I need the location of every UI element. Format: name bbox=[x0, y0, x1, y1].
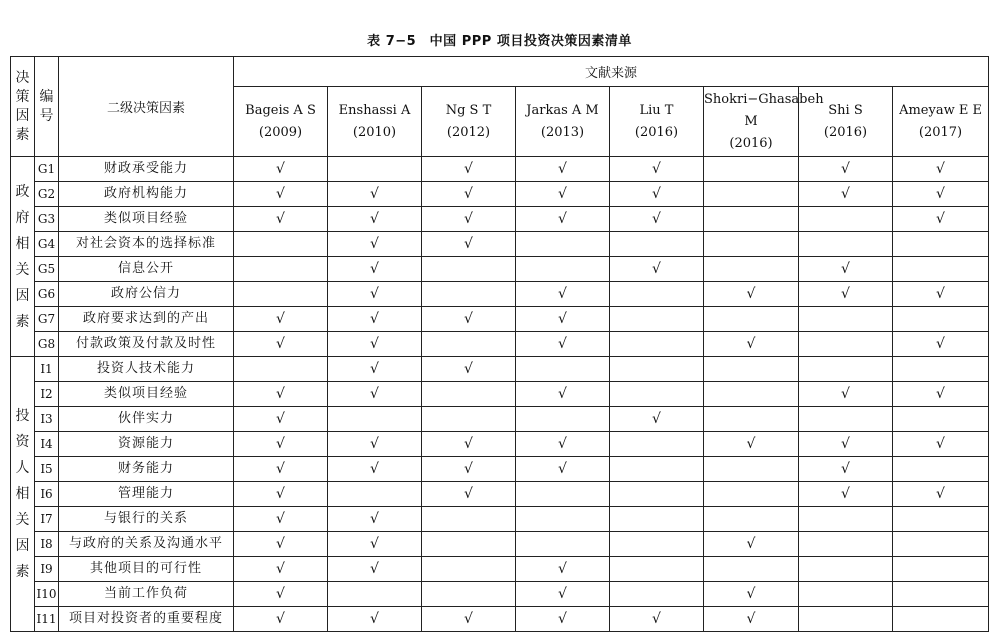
empty-cell bbox=[610, 382, 704, 407]
check-mark: √ bbox=[704, 432, 799, 457]
check-mark: √ bbox=[422, 232, 516, 257]
source-year: (2013) bbox=[540, 124, 585, 140]
check-mark: √ bbox=[234, 382, 328, 407]
check-mark: √ bbox=[422, 357, 516, 382]
empty-cell bbox=[704, 457, 799, 482]
factor-name: 信息公开 bbox=[59, 257, 234, 282]
factor-name: 对社会资本的选择标准 bbox=[59, 232, 234, 257]
empty-cell bbox=[704, 157, 799, 182]
empty-cell bbox=[704, 182, 799, 207]
factor-name: 项目对投资者的重要程度 bbox=[59, 607, 234, 632]
check-mark: √ bbox=[328, 557, 422, 582]
check-mark: √ bbox=[516, 207, 610, 232]
empty-cell bbox=[704, 357, 799, 382]
table-row bbox=[11, 182, 989, 207]
table-row bbox=[11, 557, 989, 582]
factor-name: 与银行的关系 bbox=[59, 507, 234, 532]
check-mark: √ bbox=[516, 457, 610, 482]
check-mark: √ bbox=[328, 607, 422, 632]
source-year: (2017) bbox=[918, 124, 963, 140]
check-mark: √ bbox=[516, 182, 610, 207]
source-header-2 bbox=[328, 87, 422, 157]
source-header-4 bbox=[516, 87, 610, 157]
empty-cell bbox=[704, 207, 799, 232]
factor-name: 投资人技术能力 bbox=[59, 357, 234, 382]
table-row bbox=[11, 332, 989, 357]
empty-cell bbox=[799, 532, 893, 557]
check-mark: √ bbox=[422, 157, 516, 182]
source-name: Shi S bbox=[828, 102, 863, 118]
check-mark: √ bbox=[328, 332, 422, 357]
empty-cell bbox=[234, 232, 328, 257]
check-mark: √ bbox=[799, 282, 893, 307]
source-header-8 bbox=[893, 87, 989, 157]
empty-cell bbox=[799, 232, 893, 257]
check-mark: √ bbox=[234, 457, 328, 482]
factor-code: G2 bbox=[35, 182, 59, 207]
check-mark: √ bbox=[234, 532, 328, 557]
source-name: Bageis A S bbox=[245, 102, 316, 118]
empty-cell bbox=[610, 507, 704, 532]
check-mark: √ bbox=[893, 482, 989, 507]
check-mark: √ bbox=[610, 207, 704, 232]
factor-name: 付款政策及付款及时性 bbox=[59, 332, 234, 357]
empty-cell bbox=[516, 257, 610, 282]
factor-name: 财务能力 bbox=[59, 457, 234, 482]
check-mark: √ bbox=[610, 607, 704, 632]
table-row bbox=[11, 207, 989, 232]
table-row bbox=[11, 282, 989, 307]
table-row bbox=[11, 232, 989, 257]
empty-cell bbox=[704, 482, 799, 507]
factor-code: G1 bbox=[35, 157, 59, 182]
source-year: (2010) bbox=[352, 124, 397, 140]
empty-cell bbox=[516, 482, 610, 507]
empty-cell bbox=[799, 507, 893, 532]
check-mark: √ bbox=[704, 282, 799, 307]
header-code-label: 编号 bbox=[39, 88, 54, 124]
check-mark: √ bbox=[893, 332, 989, 357]
empty-cell bbox=[893, 557, 989, 582]
check-mark: √ bbox=[234, 557, 328, 582]
empty-cell bbox=[893, 357, 989, 382]
empty-cell bbox=[422, 557, 516, 582]
empty-cell bbox=[422, 507, 516, 532]
check-mark: √ bbox=[328, 432, 422, 457]
check-mark: √ bbox=[610, 157, 704, 182]
category-cell bbox=[11, 157, 35, 357]
check-mark: √ bbox=[799, 157, 893, 182]
check-mark: √ bbox=[516, 307, 610, 332]
header-code bbox=[35, 57, 59, 157]
empty-cell bbox=[610, 532, 704, 557]
source-name: Enshassi A bbox=[338, 102, 411, 118]
empty-cell bbox=[799, 357, 893, 382]
empty-cell bbox=[799, 307, 893, 332]
empty-cell bbox=[422, 582, 516, 607]
factor-code: G6 bbox=[35, 282, 59, 307]
empty-cell bbox=[610, 332, 704, 357]
check-mark: √ bbox=[234, 207, 328, 232]
check-mark: √ bbox=[516, 332, 610, 357]
empty-cell bbox=[422, 257, 516, 282]
source-year: (2012) bbox=[446, 124, 491, 140]
check-mark: √ bbox=[704, 532, 799, 557]
category-cell bbox=[11, 357, 35, 632]
check-mark: √ bbox=[610, 182, 704, 207]
table-row bbox=[11, 457, 989, 482]
factor-code: I5 bbox=[35, 457, 59, 482]
empty-cell bbox=[704, 382, 799, 407]
table-row bbox=[11, 482, 989, 507]
empty-cell bbox=[422, 407, 516, 432]
check-mark: √ bbox=[704, 582, 799, 607]
source-name: Ng S T bbox=[445, 102, 492, 118]
factor-code: I9 bbox=[35, 557, 59, 582]
check-mark: √ bbox=[516, 582, 610, 607]
check-mark: √ bbox=[422, 307, 516, 332]
check-mark: √ bbox=[328, 507, 422, 532]
empty-cell bbox=[328, 482, 422, 507]
check-mark: √ bbox=[234, 482, 328, 507]
factor-name: 资源能力 bbox=[59, 432, 234, 457]
check-mark: √ bbox=[893, 182, 989, 207]
empty-cell bbox=[799, 407, 893, 432]
empty-cell bbox=[234, 357, 328, 382]
check-mark: √ bbox=[328, 182, 422, 207]
empty-cell bbox=[799, 207, 893, 232]
source-header-5 bbox=[610, 87, 704, 157]
check-mark: √ bbox=[893, 282, 989, 307]
empty-cell bbox=[799, 332, 893, 357]
table-row bbox=[11, 582, 989, 607]
empty-cell bbox=[234, 282, 328, 307]
source-name: Jarkas A M bbox=[526, 102, 599, 118]
empty-cell bbox=[516, 232, 610, 257]
check-mark: √ bbox=[516, 432, 610, 457]
factor-code: I10 bbox=[35, 582, 59, 607]
check-mark: √ bbox=[328, 382, 422, 407]
factor-name: 管理能力 bbox=[59, 482, 234, 507]
table-row bbox=[11, 432, 989, 457]
empty-cell bbox=[422, 332, 516, 357]
check-mark: √ bbox=[234, 307, 328, 332]
factor-name: 政府公信力 bbox=[59, 282, 234, 307]
check-mark: √ bbox=[516, 607, 610, 632]
check-mark: √ bbox=[422, 207, 516, 232]
factor-code: G8 bbox=[35, 332, 59, 357]
empty-cell bbox=[516, 357, 610, 382]
table-row bbox=[11, 257, 989, 282]
empty-cell bbox=[799, 607, 893, 632]
factor-name: 政府机构能力 bbox=[59, 182, 234, 207]
empty-cell bbox=[893, 257, 989, 282]
header-factor bbox=[59, 57, 234, 157]
empty-cell bbox=[893, 232, 989, 257]
factor-name: 与政府的关系及沟通水平 bbox=[59, 532, 234, 557]
source-header-1 bbox=[234, 87, 328, 157]
factor-name: 类似项目经验 bbox=[59, 207, 234, 232]
empty-cell bbox=[893, 507, 989, 532]
empty-cell bbox=[610, 432, 704, 457]
check-mark: √ bbox=[516, 557, 610, 582]
check-mark: √ bbox=[328, 357, 422, 382]
empty-cell bbox=[610, 282, 704, 307]
factor-code: I8 bbox=[35, 532, 59, 557]
factor-code: I3 bbox=[35, 407, 59, 432]
empty-cell bbox=[799, 557, 893, 582]
empty-cell bbox=[893, 407, 989, 432]
factor-name: 其他项目的可行性 bbox=[59, 557, 234, 582]
check-mark: √ bbox=[422, 482, 516, 507]
check-mark: √ bbox=[516, 382, 610, 407]
check-mark: √ bbox=[328, 232, 422, 257]
factor-name: 财政承受能力 bbox=[59, 157, 234, 182]
empty-cell bbox=[422, 532, 516, 557]
factor-name: 伙伴实力 bbox=[59, 407, 234, 432]
check-mark: √ bbox=[234, 407, 328, 432]
decision-factor-table bbox=[10, 56, 989, 632]
check-mark: √ bbox=[422, 182, 516, 207]
check-mark: √ bbox=[704, 607, 799, 632]
header-category-label: 决策因素 bbox=[15, 69, 30, 143]
check-mark: √ bbox=[328, 282, 422, 307]
check-mark: √ bbox=[610, 407, 704, 432]
check-mark: √ bbox=[422, 457, 516, 482]
empty-cell bbox=[610, 482, 704, 507]
check-mark: √ bbox=[610, 257, 704, 282]
table-row bbox=[11, 157, 989, 182]
empty-cell bbox=[704, 407, 799, 432]
empty-cell bbox=[704, 507, 799, 532]
source-name: Liu T bbox=[639, 102, 674, 118]
table-row bbox=[11, 382, 989, 407]
check-mark: √ bbox=[704, 332, 799, 357]
source-year: (2016) bbox=[823, 124, 868, 140]
factor-code: G5 bbox=[35, 257, 59, 282]
empty-cell bbox=[328, 157, 422, 182]
factor-code: I1 bbox=[35, 357, 59, 382]
empty-cell bbox=[704, 557, 799, 582]
check-mark: √ bbox=[234, 432, 328, 457]
factor-code: I4 bbox=[35, 432, 59, 457]
check-mark: √ bbox=[234, 607, 328, 632]
source-header-3 bbox=[422, 87, 516, 157]
check-mark: √ bbox=[328, 457, 422, 482]
header-sources-label: 文献来源 bbox=[585, 66, 638, 81]
check-mark: √ bbox=[234, 157, 328, 182]
check-mark: √ bbox=[328, 532, 422, 557]
check-mark: √ bbox=[422, 607, 516, 632]
table-row bbox=[11, 357, 989, 382]
header-sources bbox=[234, 57, 989, 87]
check-mark: √ bbox=[893, 157, 989, 182]
empty-cell bbox=[328, 407, 422, 432]
empty-cell bbox=[610, 457, 704, 482]
factor-code: I11 bbox=[35, 607, 59, 632]
factor-code: I6 bbox=[35, 482, 59, 507]
check-mark: √ bbox=[893, 382, 989, 407]
empty-cell bbox=[234, 257, 328, 282]
empty-cell bbox=[516, 407, 610, 432]
check-mark: √ bbox=[234, 507, 328, 532]
empty-cell bbox=[799, 582, 893, 607]
table-title: 表 7−5 中国 PPP 项目投资决策因素清单 bbox=[367, 34, 632, 49]
empty-cell bbox=[422, 382, 516, 407]
empty-cell bbox=[893, 582, 989, 607]
header-category bbox=[11, 57, 35, 157]
check-mark: √ bbox=[893, 432, 989, 457]
empty-cell bbox=[328, 582, 422, 607]
source-year: (2016) bbox=[729, 135, 773, 151]
empty-cell bbox=[610, 307, 704, 332]
table-row bbox=[11, 532, 989, 557]
empty-cell bbox=[610, 232, 704, 257]
empty-cell bbox=[516, 507, 610, 532]
check-mark: √ bbox=[328, 257, 422, 282]
empty-cell bbox=[893, 457, 989, 482]
table-row bbox=[11, 507, 989, 532]
empty-cell bbox=[704, 257, 799, 282]
source-year: (2016) bbox=[634, 124, 679, 140]
source-header-6 bbox=[704, 87, 824, 157]
empty-cell bbox=[516, 532, 610, 557]
factor-code: G3 bbox=[35, 207, 59, 232]
factor-name: 政府要求达到的产出 bbox=[59, 307, 234, 332]
factor-name: 类似项目经验 bbox=[59, 382, 234, 407]
check-mark: √ bbox=[799, 482, 893, 507]
empty-cell bbox=[610, 357, 704, 382]
check-mark: √ bbox=[234, 332, 328, 357]
check-mark: √ bbox=[799, 257, 893, 282]
check-mark: √ bbox=[234, 582, 328, 607]
factor-code: G4 bbox=[35, 232, 59, 257]
empty-cell bbox=[893, 607, 989, 632]
check-mark: √ bbox=[422, 432, 516, 457]
empty-cell bbox=[704, 232, 799, 257]
empty-cell bbox=[422, 282, 516, 307]
table-row bbox=[11, 407, 989, 432]
check-mark: √ bbox=[328, 307, 422, 332]
source-name: Shokri−Ghasabeh M bbox=[704, 91, 824, 129]
factor-code: G7 bbox=[35, 307, 59, 332]
factor-code: I7 bbox=[35, 507, 59, 532]
empty-cell bbox=[893, 532, 989, 557]
category-label: 政府相关因素 bbox=[15, 183, 30, 330]
category-label: 投资人相关因素 bbox=[15, 408, 30, 580]
check-mark: √ bbox=[799, 457, 893, 482]
factor-name: 当前工作负荷 bbox=[59, 582, 234, 607]
empty-cell bbox=[610, 582, 704, 607]
check-mark: √ bbox=[516, 282, 610, 307]
check-mark: √ bbox=[799, 382, 893, 407]
empty-cell bbox=[704, 307, 799, 332]
check-mark: √ bbox=[893, 207, 989, 232]
check-mark: √ bbox=[799, 432, 893, 457]
factor-code: I2 bbox=[35, 382, 59, 407]
table-row bbox=[11, 307, 989, 332]
table-row bbox=[11, 607, 989, 632]
check-mark: √ bbox=[328, 207, 422, 232]
check-mark: √ bbox=[799, 182, 893, 207]
empty-cell bbox=[610, 557, 704, 582]
source-name: Ameyaw E E bbox=[899, 102, 982, 118]
check-mark: √ bbox=[516, 157, 610, 182]
empty-cell bbox=[893, 307, 989, 332]
check-mark: √ bbox=[234, 182, 328, 207]
source-year: (2009) bbox=[258, 124, 303, 140]
header-factor-label: 二级决策因素 bbox=[106, 101, 185, 116]
